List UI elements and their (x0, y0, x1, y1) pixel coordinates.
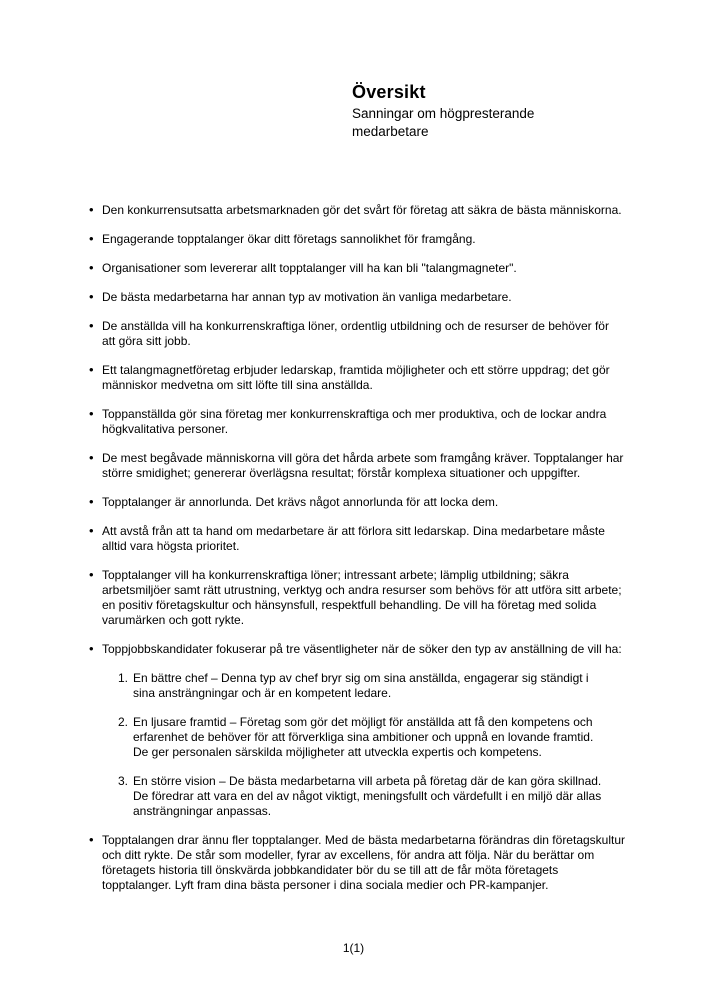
numbered-item-number: 1. (118, 671, 129, 685)
numbered-item (118, 715, 611, 760)
numbered-item-text: En ljusare framtid – Företag som gör det möjligt för anställda att få den kompetens och erfarenhet de behöver för att förverkliga sina ambitioner och uppnå en lovande framtid. De ger personalen särskilda möjligheter att utveckla expertis och kompetens. (133, 715, 594, 759)
bullet-item (88, 319, 625, 349)
page-footer (0, 941, 707, 956)
bullet-item (88, 833, 625, 893)
bullet-item (88, 363, 625, 393)
bullet-text: Toppanställda gör sina företag mer konkurrenskraftiga och mer produktiva, och de lockar andra högkvalitativa personer. (102, 407, 607, 436)
numbered-item-number: 2. (118, 715, 129, 729)
bullet-item (88, 290, 625, 305)
bullet-item (88, 495, 625, 510)
bullet-text: Topptalanger vill ha konkurrenskraftiga löner; intressant arbete; lämplig utbildning; säkra arbetsmiljöer samt rätt utrustning, verktyg och andra resurser som behövs för att utföra sitt arbete; en positiv företagskultur och hänsynsfull, respektfull behandling. De vill ha företag med solida varumärken och gott rykte. (102, 568, 622, 627)
bullet-text: Den konkurrensutsatta arbetsmarknaden gör det svårt för företag att säkra de bästa människorna. (102, 203, 622, 217)
bullet-list (88, 203, 628, 893)
bullet-item (88, 203, 625, 218)
bullet-item (88, 568, 625, 628)
bullet-text: Organisationer som levererar allt topptalanger vill ha kan bli "talangmagneter". (102, 261, 517, 275)
bullet-item (88, 232, 625, 247)
document-body (88, 203, 628, 907)
bullet-item (88, 261, 625, 276)
bullet-text: De anställda vill ha konkurrenskraftiga löner, ordentlig utbildning och de resurser de behöver för att göra sitt jobb. (102, 319, 609, 348)
numbered-item (118, 774, 611, 819)
bullet-text: De mest begåvade människorna vill göra det hårda arbete som framgång kräver. Topptalanger har större smidighet; genererar överlägsna resultat; förstår komplexa situationer och uppgifter. (102, 451, 624, 480)
bullet-text: Topptalangen drar ännu fler topptalanger. Med de bästa medarbetarna förändras din företagskultur och ditt rykte. De står som modeller, fyrar av excellens, för andra att följa. När du berättar om företagets historia till önskvärda jobbkandidater bör du se till att de får möta företagets topptalanger. Lyft fram dina bästa personer i dina sociala medier och PR-kampanjer. (102, 833, 626, 892)
numbered-item-text: En bättre chef – Denna typ av chef bryr sig om sina anställda, engagerar sig ständigt i sina ansträngningar och är en kompetent ledare. (133, 671, 589, 700)
bullet-text: Toppjobbskandidater fokuserar på tre väsentligheter när de söker den typ av anställning de vill ha: (102, 642, 622, 656)
bullet-item (88, 524, 625, 554)
bullet-text: Engagerande topptalanger ökar ditt företags sannolikhet för framgång. (102, 232, 476, 246)
bullet-text: Topptalanger är annorlunda. Det krävs något annorlunda för att locka dem. (102, 495, 499, 509)
numbered-item (118, 671, 611, 701)
numbered-item-text: En större vision – De bästa medarbetarna vill arbeta på företag där de kan göra skillnad. De föredrar att vara en del av något viktigt, meningsfullt och värdefullt i en miljö där allas ansträngningar anpassas. (133, 774, 602, 818)
bullet-item (88, 451, 625, 481)
page-number: 1(1) (342, 941, 365, 955)
numbered-list (102, 671, 625, 819)
bullet-item (88, 407, 625, 437)
bullet-text: Att avstå från att ta hand om medarbetare är att förlora sitt ledarskap. Dina medarbetare måste alltid vara högsta prioritet. (102, 524, 605, 553)
document-header (352, 82, 562, 141)
bullet-text: Ett talangmagnetföretag erbjuder ledarskap, framtida möjligheter och ett större uppdrag; det gör människor medvetna om sitt löfte till sina anställda. (102, 363, 610, 392)
numbered-item-number: 3. (118, 774, 129, 788)
page-subtitle: Sanningar om högpresterande medarbetare (352, 106, 535, 139)
bullet-item (88, 642, 625, 819)
page-title: Översikt (352, 82, 426, 102)
bullet-text: De bästa medarbetarna har annan typ av motivation än vanliga medarbetare. (102, 290, 512, 304)
